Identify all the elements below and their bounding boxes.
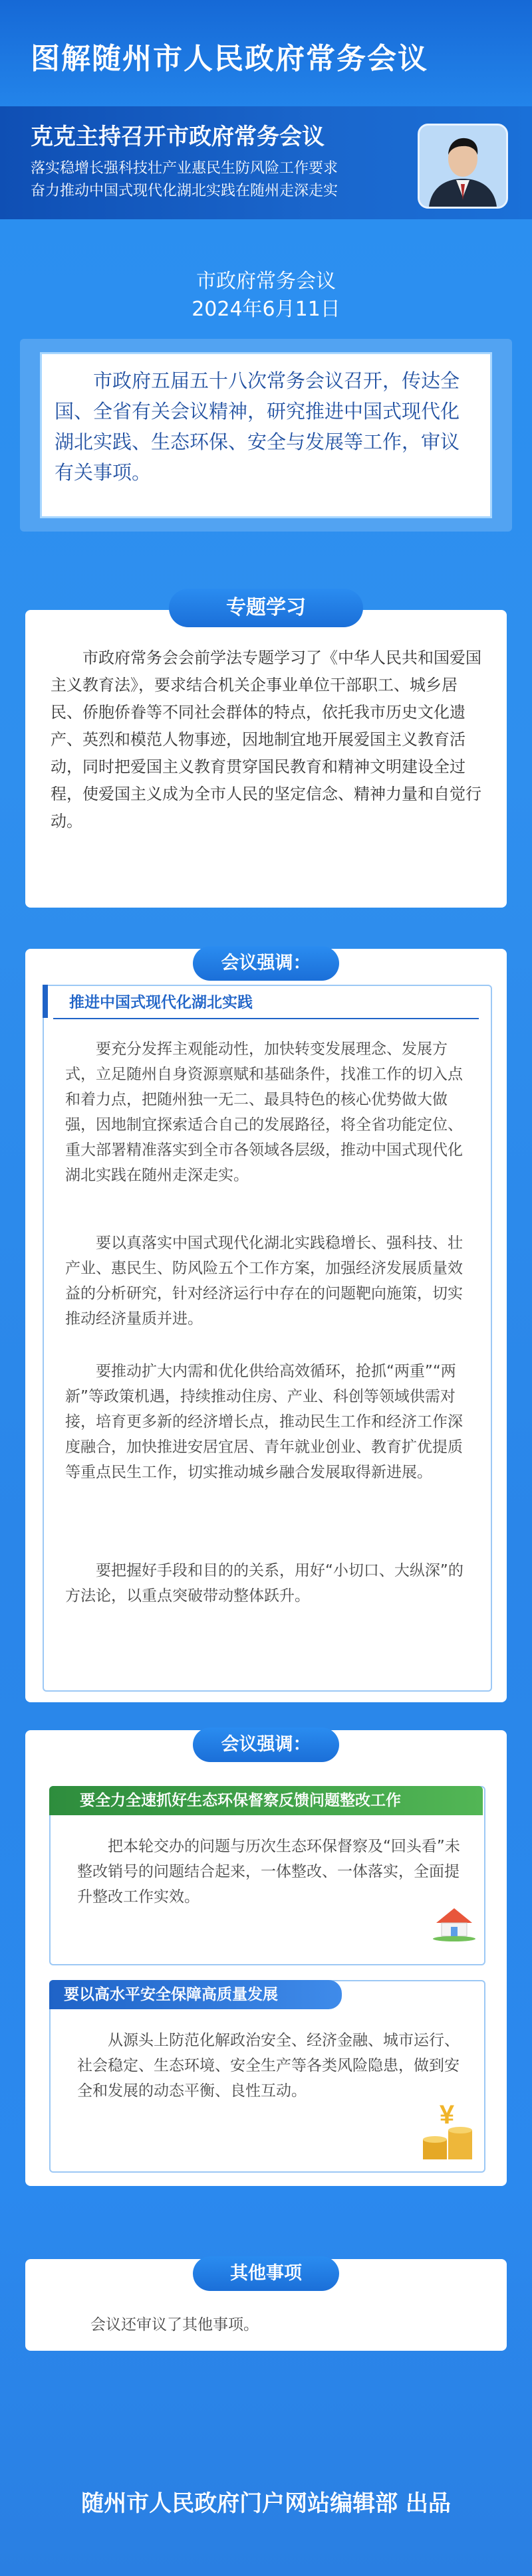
study-title: 专题学习 bbox=[169, 589, 363, 627]
emphasis2-title: 会议强调： bbox=[193, 1728, 339, 1762]
emphasis1-paragraph-1: 要充分发挥主观能动性，加快转变发展理念、发展方式，立足随州自身资源禀赋和基础条件，找准工作的切入点和着力点，把随州独一无二、最具特色的核心优势做大做强，因地制宜探索适合自己的发展路径，将全省功能定位、重大部署精准落实到全市各领域各层级，推动中国式现代化湖北实践在随州走深走实。 bbox=[65, 1040, 463, 1184]
safety-heading: 要以高水平安全保障高质量发展 bbox=[49, 1980, 342, 2009]
emphasis1-paragraph-3: 要推动扩大内需和优化供给高效循环，抢抓“两重”“两新”等政策机遇，持续推动住房、产业、科创等领域供需对接，培育更多新的经济增长点，推动民生工作和经济工作深度融合，加快推进安居宜居、青年就业创业、教育扩优提质等重点民生工作，切实推动城乡融合发展取得新进展。 bbox=[65, 1363, 463, 1481]
eco-house-icon bbox=[431, 1900, 477, 1941]
meeting-name: 市政府常务会议 bbox=[196, 270, 336, 293]
section-heading: 推进中国式现代化湖北实践 bbox=[69, 994, 253, 1011]
headline-sub-1: 落实稳增长强科技壮产业惠民生防风险工作要求 bbox=[31, 160, 338, 177]
headline-title: 克克主持召开市政府常务会议 bbox=[31, 124, 325, 150]
page-title: 图解随州市人民政府常务会议 bbox=[31, 42, 428, 76]
portrait-image bbox=[418, 124, 508, 209]
coin-stack-icon bbox=[416, 2093, 477, 2162]
eco-text: 把本轮交办的问题与历次生态环保督察及“回头看”未整改销号的问题结合起来，一体整改、一体落实，全面提升整改工作实效。 bbox=[77, 1838, 460, 1906]
footer-credit: 随州市人民政府门户网站编辑部 出品 bbox=[81, 2490, 451, 2517]
other-text: 会议还审议了其他事项。 bbox=[90, 2316, 259, 2333]
emphasis1-paragraph-2: 要以真落实中国式现代化湖北实践稳增长、强科技、壮产业、惠民生、防风险五个工作方案，加强经济发展质量效益的分析研究，针对经济运行中存在的问题靶向施策，切实推动经济量质并进。 bbox=[65, 1235, 463, 1328]
person-icon bbox=[420, 126, 506, 207]
svg-text:¥: ¥ bbox=[439, 2100, 455, 2130]
intro-text: 市政府五届五十八次常务会议召开，传达全国、全省有关会议精神，研究推进中国式现代化湖北实践、生态环保、安全与发展等工作，审议有关事项。 bbox=[55, 369, 460, 484]
emphasis1-paragraph-4: 要把握好手段和目的的关系，用好“小切口、大纵深”的方法论，以重点突破带动整体跃升。 bbox=[65, 1562, 464, 1605]
safety-text: 从源头上防范化解政治安全、经济金融、城市运行、社会稳定、生态环境、安全生产等各类风险隐患，做到安全和发展的动态平衡、良性互动。 bbox=[77, 2032, 460, 2100]
eco-heading: 要全力全速抓好生态环保督察反馈问题整改工作 bbox=[49, 1786, 483, 1815]
other-title: 其他事项 bbox=[193, 2256, 339, 2291]
emphasis1-title: 会议强调： bbox=[193, 946, 339, 981]
headline-sub-2: 奋力推动中国式现代化湖北实践在随州走深走实 bbox=[31, 183, 338, 199]
meeting-date: 2024年6月11日 bbox=[192, 298, 340, 321]
study-text: 市政府常务会会前学法专题学习了《中华人民共和国爱国主义教育法》，要求结合机关企事业单位干部职工、城乡居民、侨胞侨眷等不同社会群体的特点，依托我市历史文化遗产、英烈和模范人物事迹，因地制宜地开展爱国主义教育活动，同时把爱国主义教育贯穿国民教育和精神文明建设全过程，使爱国主义成为全市人民的坚定信念、精神力量和自觉行动。 bbox=[51, 648, 481, 831]
section-divider bbox=[53, 1018, 479, 1019]
section-marker bbox=[43, 985, 48, 1018]
